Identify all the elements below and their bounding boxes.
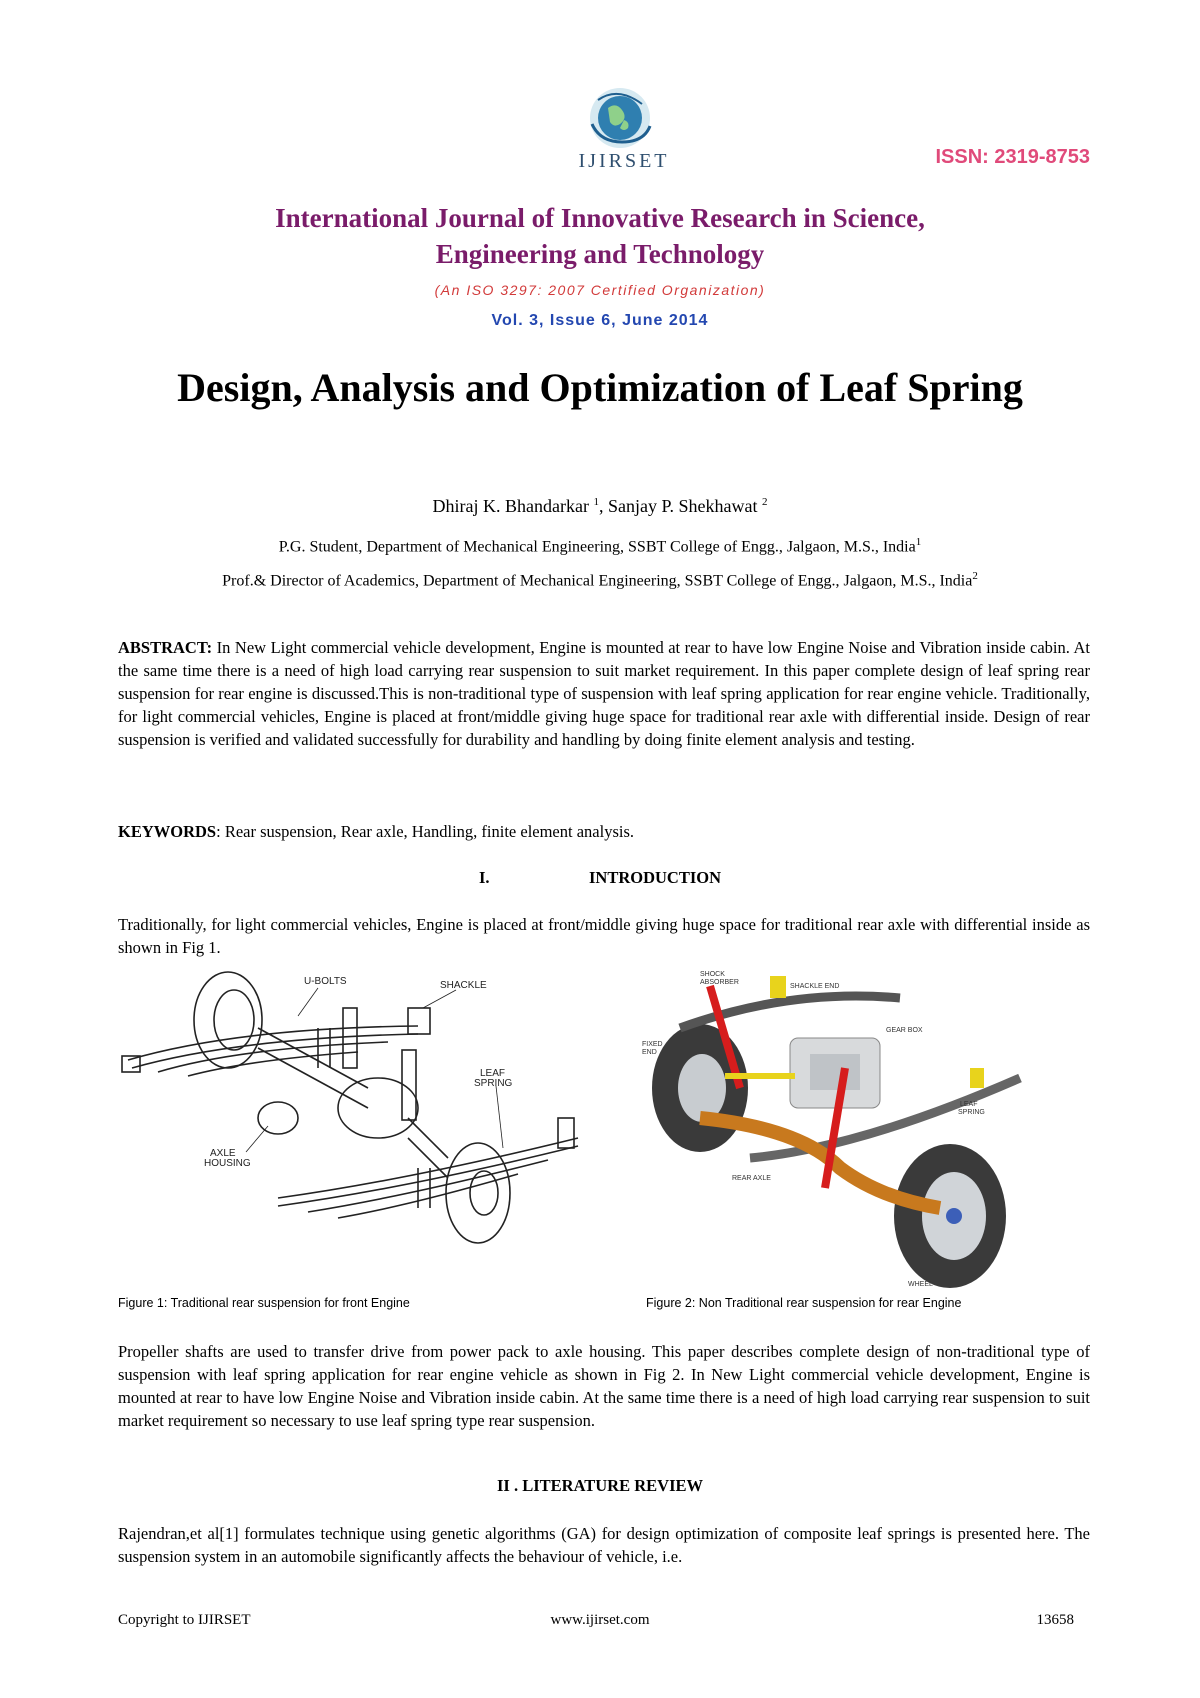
fig2-label-fixed: FIXED <box>642 1041 663 1048</box>
footer-website: www.ijirset.com <box>550 1612 650 1628</box>
keywords <box>118 820 1090 843</box>
abstract <box>118 636 1090 751</box>
affiliation-1 <box>0 536 1200 556</box>
fig1-label-leaf: LEAF <box>480 1068 506 1079</box>
intro-paragraph-2: Propeller shafts are used to transfer drive from power pack to axle housing. This paper describes complete design of non-traditional type of suspension with leaf spring application for rear engine vehicle as shown in Fig 2. In New Light commercial vehicle development, Engine is mounted at rear to have low Engine Noise and Vibration inside cabin. At the same time there is a need of high load carrying rear suspension to suit market requirement so necessary to use leaf spring type rear suspension. <box>118 1342 1090 1430</box>
fig2-label-shackle-end: SHACKLE END <box>790 983 840 990</box>
volume-issue: Vol. 3, Issue 6, June 2014 <box>491 312 709 329</box>
journal-name-line2: Engineering and Technology <box>435 239 765 269</box>
figure-2-render <box>640 968 1070 1290</box>
keywords-text: : Rear suspension, Rear axle, Handling, finite element analysis. <box>216 822 634 841</box>
affiliation-2-text: Prof.& Director of Academics, Department of Mechanical Engineering, SSBT College of Engg., Jalgaon, M.S., India <box>222 572 973 590</box>
affiliation-1-sup: 1 <box>915 536 922 548</box>
author-2-sup: 2 <box>761 496 768 508</box>
logo-wordmark: IJIRSET <box>578 150 670 172</box>
figure-1-caption: Figure 1: Traditional rear suspension for front Engine <box>118 1296 410 1310</box>
footer-copyright: Copyright to IJIRSET <box>118 1612 251 1628</box>
author-1: Dhiraj K. Bhandarkar <box>432 496 589 516</box>
section-heading-introduction <box>0 868 1200 888</box>
fig2-label-spring: SPRING <box>958 1109 985 1116</box>
journal-name <box>0 200 1200 272</box>
abstract-text: In New Light commercial vehicle development, Engine is mounted at rear to have low Engine Noise and Vibration inside cabin. At the same time there is a need of high load carrying rear suspension to suit market requirement. In this paper complete design of leaf spring rear suspension for rear engine is discussed.This is non-traditional type of suspension with leaf spring application for rear engine vehicle. Traditionally, for light commercial vehicles, Engine is placed at front/middle giving huge space for traditional rear axle with differential inside. Design of rear suspension is verified and validated successfully for durability and handling by doing finite element analysis and testing. <box>118 638 1090 749</box>
figure-2-caption: Figure 2: Non Traditional rear suspension for rear Engine <box>646 1296 962 1310</box>
fig1-label-spring: SPRING <box>474 1078 513 1089</box>
fig2-label-gearbox: GEAR BOX <box>886 1027 923 1034</box>
fig1-label-ubolts: U-BOLTS <box>304 976 347 987</box>
fig1-label-housing: HOUSING <box>204 1158 251 1169</box>
section-heading-literature-review: II . LITERATURE REVIEW <box>497 1476 703 1495</box>
author-separator: , <box>598 496 608 516</box>
fig1-label-axle: AXLE <box>210 1148 236 1159</box>
fig1-label-shackle: SHACKLE <box>440 980 487 991</box>
intro-paragraph-1: Traditionally, for light commercial vehicles, Engine is placed at front/middle giving huge space for traditional rear axle with differential inside as shown in Fig 1. <box>118 915 1090 957</box>
affiliation-1-text: P.G. Student, Department of Mechanical Engineering, SSBT College of Engg., Jalgaon, M.S., India <box>278 538 916 556</box>
paper-title: Design, Analysis and Optimization of Leaf Spring <box>177 365 1023 410</box>
fig2-label-shock: SHOCK <box>700 971 725 978</box>
author-2: Sanjay P. Shekhawat <box>607 496 758 516</box>
literature-paragraph-1: Rajendran,et al[1] formulates technique using genetic algorithms (GA) for design optimization of composite leaf springs is presented here. The suspension system in an automobile significantly affects the behaviour of vehicle, i.e. <box>118 1524 1090 1566</box>
issn-number: ISSN: 2319-8753 <box>935 146 1090 168</box>
author-1-sup: 1 <box>593 496 599 508</box>
fig2-label-rear-axle: REAR AXLE <box>732 1175 771 1182</box>
section-title: INTRODUCTION <box>588 868 722 887</box>
abstract-label: ABSTRACT: <box>118 638 213 657</box>
section-number: I. <box>478 868 490 887</box>
affiliation-2-sup: 2 <box>972 570 978 582</box>
fig2-label-wheel: WHEEL <box>908 1281 933 1288</box>
keywords-label: KEYWORDS <box>118 822 217 841</box>
fig2-label-leaf: LEAF <box>960 1101 978 1108</box>
figure-1-drawing <box>118 968 598 1270</box>
fig2-label-absorber: ABSORBER <box>700 979 739 986</box>
iso-certification: (An ISO 3297: 2007 Certified Organization) <box>434 282 766 298</box>
affiliation-2 <box>0 570 1200 590</box>
author-list <box>0 496 1200 517</box>
fig2-label-end: END <box>642 1049 657 1056</box>
journal-name-line1: International Journal of Innovative Research in Science, <box>275 203 925 233</box>
footer-page-number: 13658 <box>1036 1612 1074 1628</box>
